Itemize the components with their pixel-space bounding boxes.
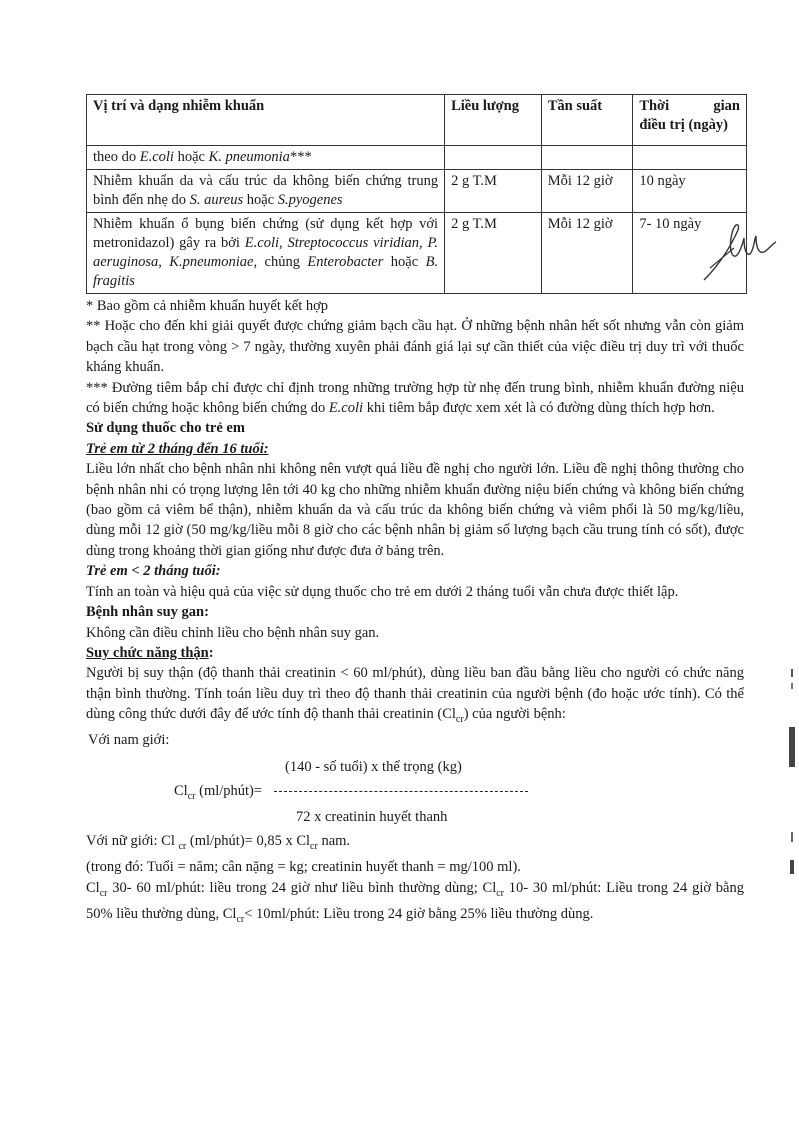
renal-sub3: cr (236, 913, 245, 925)
renal-sub2: cr (496, 887, 505, 899)
header-duration (633, 95, 747, 146)
header-duration-line2: điều trị (ngày) (639, 117, 728, 133)
table-row (87, 146, 747, 170)
renal-sub1: cr (99, 887, 108, 899)
row1-freq: Mỗi 12 giờ (541, 170, 633, 213)
kidney-text-end: ) của người bệnh: (463, 706, 566, 723)
formula-lhs-cl: Cl (174, 782, 188, 799)
dosage-table (86, 94, 747, 294)
paragraph-kidney (86, 663, 744, 730)
scan-edge-mark (787, 830, 797, 890)
row1-duration: 10 ngày (633, 170, 747, 213)
row0-freq (541, 146, 633, 170)
paragraph-children-safety: Tính an toàn và hiệu quả của việc sử dụng thuốc cho trẻ em dưới 2 tháng tuổi vẫn chưa được thiết lập. (86, 583, 679, 600)
row0-organism2: K. pneumonia (208, 149, 290, 165)
units-note: (trong đó: Tuổi = năm; cân nặng = kg; creatinin huyết thanh = mg/100 ml). (86, 859, 521, 876)
formula-lhs-post: (ml/phút)= (195, 782, 263, 799)
section-heading-kidney (86, 643, 744, 663)
kidney-heading-text: Suy chức năng thận (86, 644, 209, 661)
note-3-organism: E.coli (328, 400, 364, 417)
section-heading-liver: Bệnh nhân suy gan: (86, 604, 209, 621)
paragraph-children-dose: Liều lớn nhất cho bệnh nhân nhi không nên vượt quá liều đề nghị cho người lớn. Liều đề nghị thông thường cho bệnh nhân nhi có trọng lượng lên tới 40 kg cho những nhiễm khuẩn đường niệu biến chứng và không biến chứng (bao gồm cả viêm bể thận), nhiễm khuẩn da và cấu trúc da không biến chứng và viêm phổi là 50 mg/kg/liều, dùng mỗi 12 giờ (50 mg/kg/liều mỗi 8 giờ cho các bệnh nhân bị giảm số lượng bạch cầu trung tính có sốt), được dùng trong khoảng thời gian giống như được đưa ở bảng trên. (86, 461, 744, 559)
table-row (87, 170, 747, 213)
header-duration-word1: Thời (639, 98, 670, 114)
formula-denominator: 72 x creatinin huyết thanh (296, 808, 448, 825)
row1-organism2: S.pyogenes (277, 192, 343, 208)
formula-lhs-sub: cr (187, 790, 196, 802)
formula-numerator: (140 - số tuổi) x thể trọng (kg) (285, 758, 462, 775)
row2-text-mid2: hoặc (383, 254, 426, 270)
kidney-heading-colon: : (208, 644, 214, 661)
row0-text-mid: hoặc (173, 149, 209, 165)
female-formula (86, 831, 744, 857)
kidney-subscript: cr (455, 714, 464, 726)
row2-text: Nhiễm khuẩn ổ bụng biến chứng (sử dụng kết hợp với metronidazol) gây ra bởi (93, 216, 439, 251)
row1-site (87, 170, 445, 213)
subheading-children-under-2m: Trẻ em < 2 tháng tuổi: (86, 563, 221, 580)
row0-asterisks: *** (289, 149, 312, 165)
female-sub2: cr (310, 840, 318, 852)
note-3 (86, 378, 744, 419)
row0-text: theo do (93, 149, 140, 165)
male-label: Với nam giới: (88, 732, 170, 749)
female-text: Với nữ giới: Cl (86, 832, 179, 849)
row2-organism4: B. fragitis (93, 254, 439, 289)
note-2: ** Hoặc cho đến khi giải quyết được chứng giảm bạch cầu hạt. Ở những bệnh nhân hết sốt nhưng vẫn còn giảm bạch cầu hạt trong vòng > 7 ngày, thường xuyên phải đánh giá lại sự cần thiết của việc điều trị duy trì với thuốc kháng khuẩn. (86, 318, 744, 376)
header-duration-word2: gian (713, 98, 740, 114)
row2-site (87, 213, 445, 294)
header-frequency: Tần suất (541, 95, 633, 146)
row2-organisms: E.coli, Streptococcus viridian, P. aeruginosa, K.pneumoniae, (93, 235, 439, 270)
row1-dose: 2 g T.M (445, 170, 542, 213)
row1-text: Nhiễm khuẩn da và cấu trúc da không biến chứng trung bình đến nhẹ do (93, 173, 439, 208)
note-3-text-end: khi tiêm bắp được xem xét là có đường dùng thích hợp hơn. (363, 400, 715, 417)
row0-dose (445, 146, 542, 170)
header-dose: Liều lượng (445, 95, 542, 146)
female-text-mid: (ml/phút)= 0,85 x Cl (186, 832, 311, 849)
signature-mark (700, 208, 780, 288)
row2-organism3: Enterobacter (307, 254, 384, 270)
row0-site (87, 146, 445, 170)
renal-text3: < 10ml/phút: Liều trong 24 giờ bằng 25% liều thường dùng. (244, 905, 594, 922)
scan-edge-mark (787, 725, 797, 775)
paragraph-liver: Không cần điều chỉnh liều cho bệnh nhân suy gan. (86, 624, 380, 641)
document-body (86, 296, 744, 930)
row0-duration (633, 146, 747, 170)
section-heading-children: Sử dụng thuốc cho trẻ em (86, 420, 245, 437)
table-row (87, 213, 747, 294)
renal-dose-ranges (86, 878, 744, 931)
kidney-text: Người bị suy thận (độ thanh thải creatinin < 60 ml/phút), dùng liều ban đầu bằng liều cho người có chức năng thận bình thường. Tính toán liều duy trì theo độ thanh thải creatinin của người bệnh (đo hoặc ước tính). Có thể dùng công thức dưới đây để ước tính độ thanh thải creatinin (Cl (86, 665, 744, 723)
row1-organism1: S. aureus (189, 192, 244, 208)
row2-duration: 7- 10 ngày (633, 213, 747, 294)
row2-freq: Mỗi 12 giờ (541, 213, 633, 294)
header-site: Vị trí và dạng nhiễm khuẩn (87, 95, 445, 146)
table-header-row (87, 95, 747, 146)
formula-fraction-line (274, 791, 528, 792)
scan-edge-mark (787, 665, 797, 695)
row0-organism1: E.coli (139, 149, 174, 165)
female-text-end: nam. (317, 832, 351, 849)
creatinine-formula (86, 751, 744, 831)
renal-text2: 10- 30 ml/phút: Liều trong 24 giờ bằng 50% liều thường dùng, Cl (86, 879, 744, 922)
female-sub1: cr (178, 840, 187, 852)
row2-text-mid: chủng (257, 254, 308, 270)
note-1: * Bao gồm cả nhiễm khuẩn huyết kết hợp (86, 298, 329, 314)
row2-dose: 2 g T.M (445, 213, 542, 294)
formula-lhs (174, 781, 262, 807)
renal-text1: 30- 60 ml/phút: liều trong 24 giờ như liều bình thường dùng; Cl (107, 879, 497, 896)
note-3-text: *** Đường tiêm bắp chỉ được chỉ định trong những trường hợp từ nhẹ đến trung bình, nhiễm khuẩn đường niệu có biến chứng hoặc không biến chứng do (86, 379, 744, 417)
row1-text-mid: hoặc (243, 192, 278, 208)
subheading-children-2m-16y: Trẻ em từ 2 tháng đến 16 tuổi: (86, 440, 269, 457)
renal-cl1: Cl (86, 879, 100, 896)
